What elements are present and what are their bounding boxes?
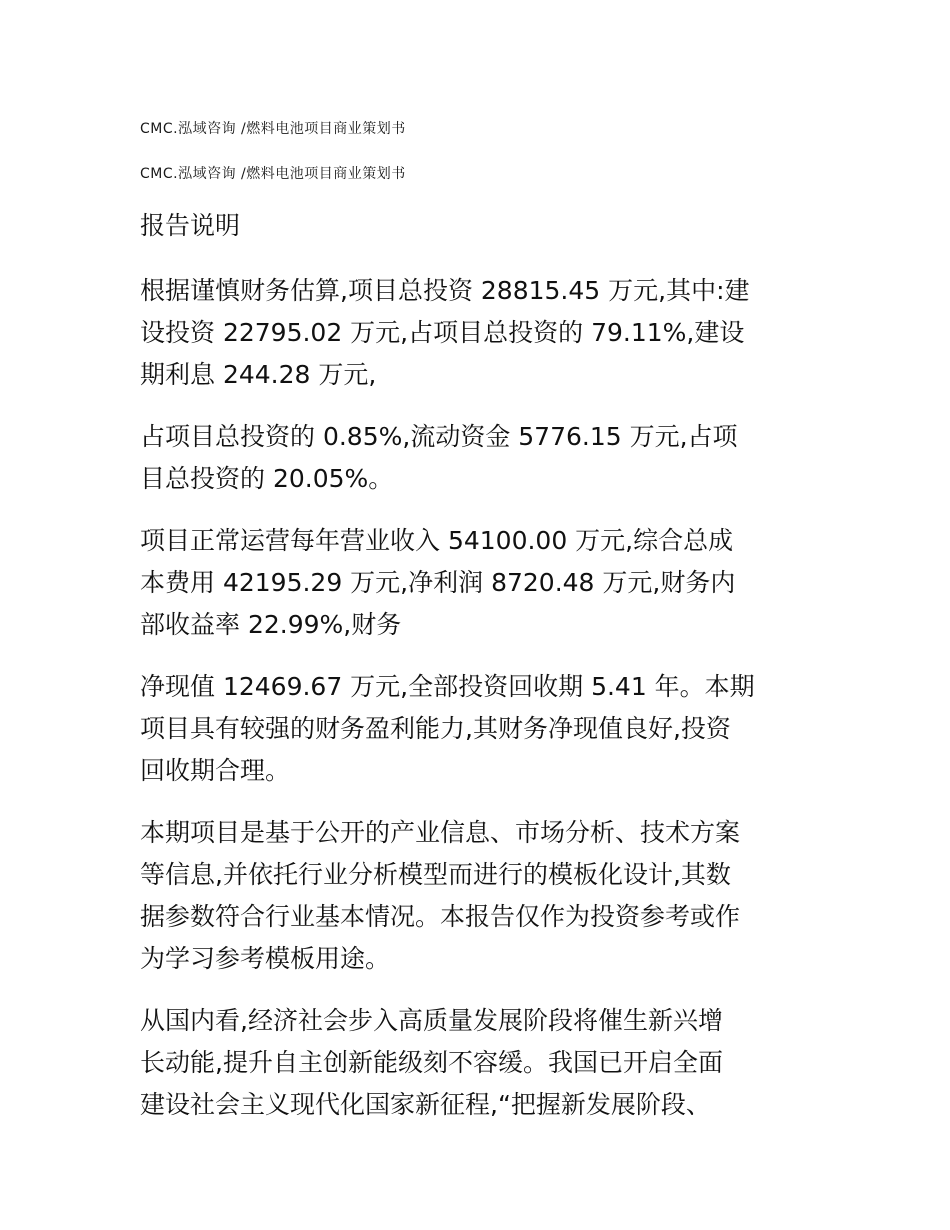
running-header-repeat: CMC.泓域咨询 /燃料电池项目商业策划书: [140, 166, 406, 182]
paragraph-line: 为学习参考模板用途。: [140, 944, 391, 973]
paragraph-line: 本期项目是基于公开的产业信息、市场分析、技术方案: [140, 818, 741, 847]
paragraph: [140, 666, 820, 792]
paragraph-line: 项目具有较强的财务盈利能力,其财务净现值良好,投资: [140, 714, 731, 743]
paragraph-line: 设投资 22795.02 万元,占项目总投资的 79.11%,建设: [140, 318, 745, 347]
paragraph-line: 从国内看,经济社会步入高质量发展阶段将催生新兴增: [140, 1006, 723, 1035]
paragraph-line: 长动能,提升自主创新能级刻不容缓。我国已开启全面: [140, 1048, 723, 1077]
paragraph: [140, 270, 820, 396]
section-title: 报告说明: [140, 211, 241, 240]
paragraph-line: 目总投资的 20.05%。: [140, 464, 394, 493]
paragraph-line: 净现值 12469.67 万元,全部投资回收期 5.41 年。本期: [140, 672, 755, 701]
paragraph-line: 占项目总投资的 0.85%,流动资金 5776.15 万元,占项: [140, 422, 738, 451]
paragraph-line: 项目正常运营每年营业收入 54100.00 万元,综合总成: [140, 526, 734, 555]
paragraph-line: 等信息,并依托行业分析模型而进行的模板化设计,其数: [140, 860, 731, 889]
paragraph: [140, 416, 820, 500]
paragraph-line: 根据谨慎财务估算,项目总投资 28815.45 万元,其中:建: [140, 276, 750, 305]
paragraph: [140, 520, 820, 646]
report-body: [140, 270, 820, 1146]
paragraph-line: 回收期合理。: [140, 756, 291, 785]
paragraph: [140, 1000, 820, 1126]
paragraph-line: 本费用 42195.29 万元,净利润 8720.48 万元,财务内: [140, 568, 736, 597]
paragraph: [140, 812, 820, 980]
paragraph-line: 部收益率 22.99%,财务: [140, 610, 402, 639]
running-header: CMC.泓域咨询 /燃料电池项目商业策划书: [140, 121, 406, 137]
paragraph-line: 据参数符合行业基本情况。本报告仅作为投资参考或作: [140, 902, 741, 931]
paragraph-line: 建设社会主义现代化国家新征程,“把握新发展阶段、: [140, 1090, 711, 1119]
paragraph-line: 期利息 244.28 万元,: [140, 360, 377, 389]
